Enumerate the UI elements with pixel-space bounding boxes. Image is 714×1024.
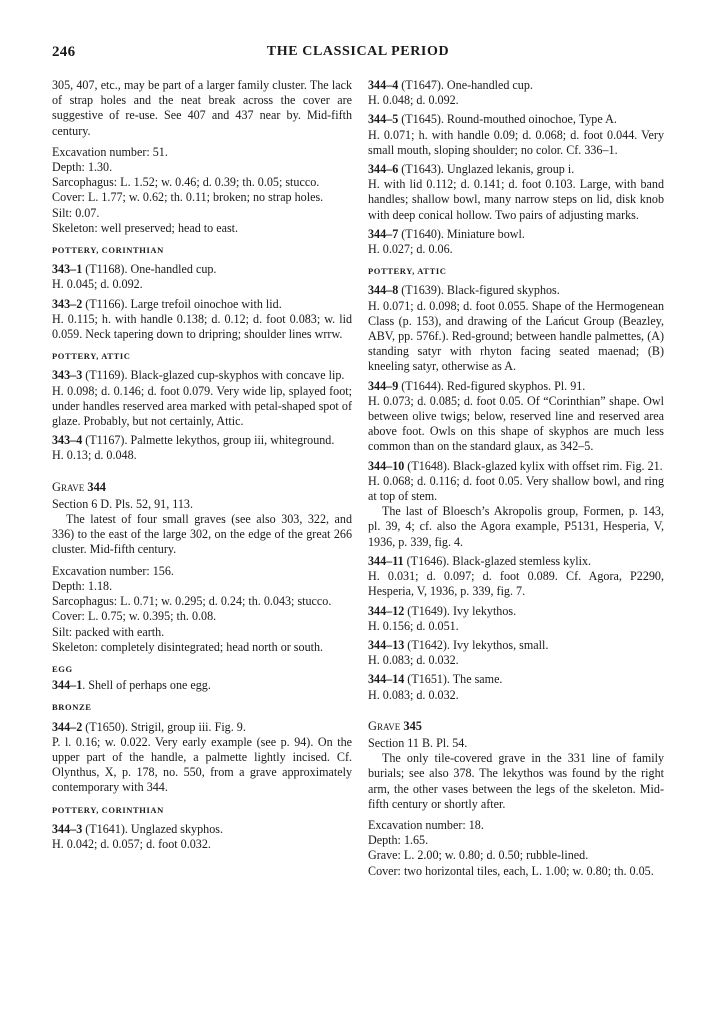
item-heading: 343–1 (T1168). One-handled cup. xyxy=(52,262,217,277)
item-details: H. 0.083; d. 0.032. xyxy=(368,653,459,668)
item-heading: 344–14 (T1651). The same. xyxy=(368,672,503,687)
item-heading: 344–11 (T1646). Black-glazed stemless kylix. xyxy=(368,553,592,568)
item-heading: 344–9 (T1644). Red-figured skyphos. Pl. 91. xyxy=(368,378,586,393)
catalog-item xyxy=(368,283,664,374)
grave-number: 345 xyxy=(403,718,422,733)
spec-line: Depth: 1.65. xyxy=(368,833,429,848)
item-heading: 344–6 (T1643). Unglazed lekanis, group i. xyxy=(368,162,575,177)
item-heading: 344–7 (T1640). Miniature bowl. xyxy=(368,226,525,241)
item-details: H. 0.115; h. with handle 0.138; d. 0.12; d. foot 0.083; w. lid 0.059. Neck tapering down to dripring; shoulder lines wrrw. xyxy=(52,311,352,342)
grave-label: Grave xyxy=(368,718,401,733)
item-details: H. 0.156; d. 0.051. xyxy=(368,618,459,633)
spec-line: Depth: 1.18. xyxy=(52,578,113,593)
item-heading: 344–12 (T1649). Ivy lekythos. xyxy=(368,603,517,618)
item-details: H. 0.083; d. 0.032. xyxy=(368,687,459,702)
item-heading: 344–1. Shell of perhaps one egg. xyxy=(52,678,211,693)
spec-line: Sarcophagus: L. 0.71; w. 0.295; d. 0.24; th. 0.043; stucco. xyxy=(52,594,332,609)
catalog-item xyxy=(368,672,664,702)
page-number: 246 xyxy=(52,44,76,60)
item-heading: 344–10 (T1648). Black-glazed kylix with offset rim. Fig. 21. xyxy=(368,458,663,473)
grave-label: Grave xyxy=(52,479,85,494)
catalog-item xyxy=(368,112,664,158)
catalog-item xyxy=(368,459,664,505)
spec-line: Grave: L. 2.00; w. 0.80; d. 0.50; rubble-lined. xyxy=(368,848,589,863)
item-heading: 344–5 (T1645). Round-mouthed oinochoe, Type A. xyxy=(368,112,617,127)
grave-345-specs xyxy=(368,818,664,879)
spec-line: Depth: 1.30. xyxy=(52,160,113,175)
spec-line: Sarcophagus: L. 1.52; w. 0.46; d. 0.39; th. 0.05; stucco. xyxy=(52,175,320,190)
catalog-item xyxy=(368,162,664,223)
intro-paragraph: 305, 407, etc., may be part of a larger family cluster. The lack of strap holes and the neat break across the cover are suggestive of re-use. See 407 and 437 near by. Mid-fifth century. xyxy=(52,78,352,138)
running-title: THE CLASSICAL PERIOD xyxy=(266,44,450,59)
item-details: H. 0.071; d. 0.098; d. foot 0.055. Shape of the Hermogenean Class (p. 153), and drawing of the Lańcut Group (Beazley, ABV, pp. 576f.). Red-ground; between handle palmettes, (A) standing satyr with rhyton facing seated maenad; (B) kneeling satyr, otherwise as A. xyxy=(368,298,664,374)
item-details: H. 0.048; d. 0.092. xyxy=(368,93,459,108)
item-details: H. 0.031; d. 0.097; d. foot 0.089. Cf. Agora, P2290, Hesperia, V, 1936, p. 339, fig. 7. xyxy=(368,569,664,599)
grave-heading xyxy=(52,480,352,495)
item-heading: 344–8 (T1639). Black-figured skyphos. xyxy=(368,283,560,298)
section-heading: POTTERY, CORINTHIAN xyxy=(52,245,164,256)
section-heading: POTTERY, CORINTHIAN xyxy=(52,804,164,815)
item-note: The last of Bloesch’s Akropolis group, Formen, p. 143, pl. 39, 4; cf. also the Agora example, P5131, Hesperia, V, 1936, p. 339, fig. 4. xyxy=(368,504,664,549)
catalog-item xyxy=(368,227,664,257)
catalog-item xyxy=(52,262,352,292)
item-details: H. 0.071; h. with handle 0.09; d. 0.068; d. foot 0.044. Very small mouth, sloping shoulder; no color. Cf. 336–1. xyxy=(368,127,664,157)
item-details: H. 0.042; d. 0.057; d. foot 0.032. xyxy=(52,836,211,851)
section-reference: Section 6 D. Pls. 52, 91, 113. xyxy=(52,496,193,511)
item-heading: 344–3 (T1641). Unglazed skyphos. xyxy=(52,821,223,836)
spec-line: Cover: L. 0.75; w. 0.395; th. 0.08. xyxy=(52,609,217,624)
item-heading: 343–2 (T1166). Large trefoil oinochoe with lid. xyxy=(52,296,282,311)
catalog-item xyxy=(368,604,664,634)
section-heading: BRONZE xyxy=(52,702,92,713)
item-details: H. 0.068; d. 0.116; d. foot 0.05. Very shallow bowl, and ring at top of stem. xyxy=(368,473,664,504)
item-details: H. 0.098; d. 0.146; d. foot 0.079. Very wide lip, splayed foot; under handles reserved area marked with petal-shaped spot of glaze. Probably, but not certainly, Attic. xyxy=(52,383,352,429)
spec-line: Skeleton: completely disintegrated; head north or south. xyxy=(52,639,324,654)
running-head xyxy=(52,44,664,68)
catalog-item xyxy=(52,368,352,429)
item-details: H. 0.045; d. 0.092. xyxy=(52,277,143,292)
item-heading: 343–4 (T1167). Palmette lekythos, group iii, whiteground. xyxy=(52,433,335,448)
grave-heading xyxy=(368,719,664,734)
spec-line: Silt: packed with earth. xyxy=(52,624,165,639)
item-details: H. 0.027; d. 0.06. xyxy=(368,242,453,257)
item-details: P. l. 0.16; w. 0.022. Very early example (see p. 94). On the upper part of the handle, a palmette lightly incised. Cf. Olynthus, X, p. 178, no. 550, from a grave approximately contemporary with 344. xyxy=(52,734,352,795)
spec-line: Excavation number: 18. xyxy=(368,817,484,832)
section-reference: Section 11 B. Pl. 54. xyxy=(368,735,468,750)
catalog-item xyxy=(52,720,352,796)
section-heading: EGG xyxy=(52,663,73,674)
item-details: H. with lid 0.112; d. 0.141; d. foot 0.103. Large, with band handles; shallow bowl, many narrow steps on lid, disk knob with deep conical hollow. Two pairs of adjusting marks. xyxy=(368,177,664,222)
grave-description: The latest of four small graves (see also 303, 322, and 336) to the east of the large 302, on the edge of the great 266 cluster. Mid-fifth century. xyxy=(52,512,352,557)
item-heading: 344–2 (T1650). Strigil, group iii. Fig. 9. xyxy=(52,719,246,734)
spec-line: Cover: two horizontal tiles, each, L. 1.00; w. 0.80; th. 0.05. xyxy=(368,863,654,878)
catalog-item xyxy=(52,433,352,463)
right-column xyxy=(368,78,664,879)
catalog-item xyxy=(52,297,352,343)
catalog-item xyxy=(52,822,352,852)
grave-344-specs xyxy=(52,564,352,655)
spec-line: Cover: L. 1.77; w. 0.62; th. 0.11; broken; no strap holes. xyxy=(52,190,324,205)
spec-line: Skeleton: well preserved; head to east. xyxy=(52,220,239,235)
item-heading: 344–4 (T1647). One-handled cup. xyxy=(368,78,533,92)
section-heading: POTTERY, ATTIC xyxy=(52,351,131,362)
spec-line: Excavation number: 51. xyxy=(52,144,168,159)
item-details: H. 0.13; d. 0.048. xyxy=(52,448,137,463)
catalog-item xyxy=(368,78,664,108)
catalog-item xyxy=(368,554,664,600)
left-column xyxy=(52,78,352,852)
item-heading: 344–13 (T1642). Ivy lekythos, small. xyxy=(368,637,549,652)
catalog-item xyxy=(368,379,664,455)
item-details: H. 0.073; d. 0.085; d. foot 0.05. Of “Corinthian” shape. Owl between olive twigs; below, reserved line and reserved area above foot. Owls on this shape of skyphos are much less common than on the standard glaux, as 342–5. xyxy=(368,393,664,454)
grave-description: The only tile-covered grave in the 331 line of family burials; see also 378. The lekythos was found by the right arm, the other vases between the legs of the skeleton. Mid-fifth century or shortly after. xyxy=(368,751,664,811)
section-heading: POTTERY, ATTIC xyxy=(368,266,447,277)
catalog-item xyxy=(368,638,664,668)
spec-line: Excavation number: 156. xyxy=(52,563,174,578)
spec-line: Silt: 0.07. xyxy=(52,205,100,220)
grave-343-specs xyxy=(52,145,352,236)
item-heading: 343–3 (T1169). Black-glazed cup-skyphos with concave lip. xyxy=(52,368,345,383)
grave-number: 344 xyxy=(87,479,106,494)
